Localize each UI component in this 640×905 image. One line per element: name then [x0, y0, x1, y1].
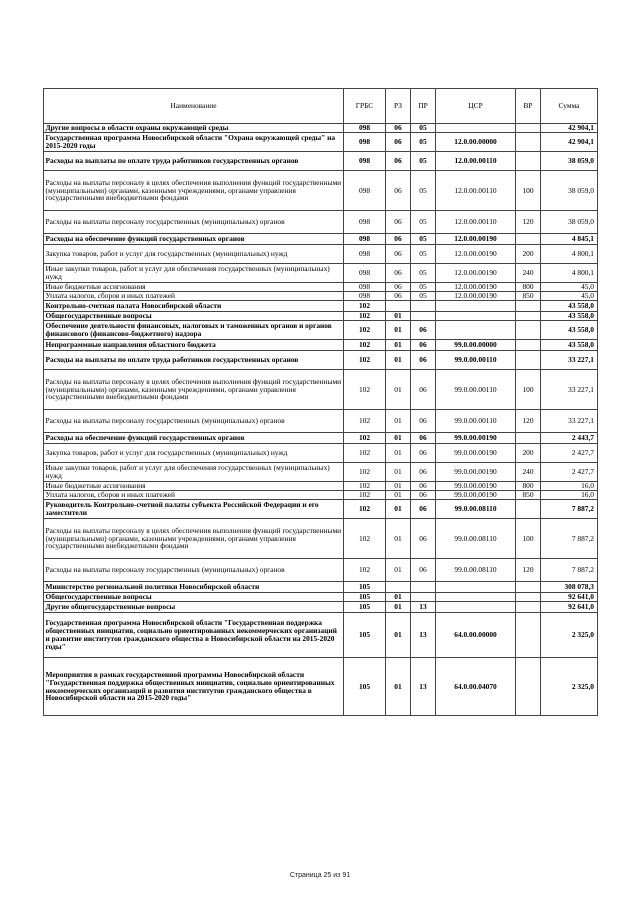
cell-name: Мероприятия в рамках государственной программы Новосибирской области "Государственная поддержка общественных инициатив, социально ориентированных некоммерческих организаций и развития институтов гражданского общества в Новосибирской области на 2015-2020 годы" — [44, 658, 344, 716]
cell-sum: 16,0 — [541, 491, 598, 500]
cell-name: Иные закупки товаров, работ и услуг для обеспечения государственных (муниципальных) нужд — [44, 264, 344, 283]
header-vr: ВР — [516, 89, 541, 124]
cell-pr: 05 — [411, 152, 436, 171]
table-row — [44, 283, 598, 292]
cell-vr: 240 — [516, 463, 541, 482]
table-row — [44, 410, 598, 433]
cell-vr — [516, 593, 541, 602]
cell-vr: 240 — [516, 264, 541, 283]
cell-pr: 05 — [411, 234, 436, 245]
cell-pr: 13 — [411, 613, 436, 658]
cell-csr — [436, 582, 516, 593]
cell-sum: 2 427,7 — [541, 444, 598, 463]
cell-name: Государственная программа Новосибирской области "Охрана окружающей среды" на 2015-2020 годы — [44, 133, 344, 152]
table-row — [44, 602, 598, 613]
cell-grbs: 098 — [344, 283, 386, 292]
table-row — [44, 245, 598, 264]
cell-sum: 43 558,0 — [541, 312, 598, 321]
cell-csr: 12.0.00.00190 — [436, 292, 516, 301]
cell-csr: 12.0.00.00000 — [436, 133, 516, 152]
cell-rz: 01 — [386, 433, 411, 444]
cell-csr: 99.0.00.00110 — [436, 351, 516, 370]
cell-grbs: 098 — [344, 264, 386, 283]
cell-vr — [516, 613, 541, 658]
cell-vr: 100 — [516, 171, 541, 211]
cell-name: Другие общегосударственные вопросы — [44, 602, 344, 613]
cell-pr: 05 — [411, 292, 436, 301]
cell-sum: 38 059,0 — [541, 211, 598, 234]
cell-vr — [516, 301, 541, 312]
cell-pr: 05 — [411, 124, 436, 133]
cell-name: Закупка товаров, работ и услуг для государственных (муниципальных) нужд — [44, 444, 344, 463]
cell-csr — [436, 602, 516, 613]
cell-vr — [516, 234, 541, 245]
cell-csr: 99.0.00.08110 — [436, 559, 516, 582]
cell-name: Расходы на обеспечение функций государственных органов — [44, 234, 344, 245]
cell-name: Общегосударственные вопросы — [44, 312, 344, 321]
cell-name: Иные бюджетные ассигнования — [44, 283, 344, 292]
cell-rz: 06 — [386, 211, 411, 234]
cell-rz: 06 — [386, 283, 411, 292]
table-row — [44, 171, 598, 211]
cell-sum: 4 845,1 — [541, 234, 598, 245]
cell-csr: 99.0.00.08110 — [436, 519, 516, 559]
cell-sum: 2 427,7 — [541, 463, 598, 482]
cell-grbs: 105 — [344, 582, 386, 593]
cell-grbs: 102 — [344, 301, 386, 312]
cell-pr: 06 — [411, 321, 436, 340]
cell-csr: 99.0.00.00190 — [436, 433, 516, 444]
cell-rz: 01 — [386, 444, 411, 463]
cell-sum: 4 800,1 — [541, 264, 598, 283]
cell-grbs: 098 — [344, 133, 386, 152]
cell-vr — [516, 124, 541, 133]
cell-rz: 06 — [386, 234, 411, 245]
cell-name: Контрольно-счетная палата Новосибирской области — [44, 301, 344, 312]
table-row — [44, 482, 598, 491]
cell-rz: 01 — [386, 491, 411, 500]
cell-vr: 200 — [516, 444, 541, 463]
cell-csr: 12.0.00.00190 — [436, 245, 516, 264]
cell-name: Непрограммные направления областного бюджета — [44, 340, 344, 351]
cell-rz: 01 — [386, 613, 411, 658]
cell-rz: 06 — [386, 245, 411, 264]
cell-pr: 06 — [411, 519, 436, 559]
cell-vr — [516, 500, 541, 519]
cell-pr: 05 — [411, 283, 436, 292]
cell-sum: 42 904,1 — [541, 124, 598, 133]
cell-vr — [516, 340, 541, 351]
table-row — [44, 491, 598, 500]
table-row — [44, 211, 598, 234]
cell-csr: 99.0.00.00190 — [436, 491, 516, 500]
cell-csr — [436, 312, 516, 321]
cell-vr: 120 — [516, 410, 541, 433]
cell-sum: 16,0 — [541, 482, 598, 491]
cell-grbs: 098 — [344, 292, 386, 301]
cell-vr — [516, 351, 541, 370]
cell-pr — [411, 312, 436, 321]
cell-pr: 05 — [411, 264, 436, 283]
cell-grbs: 098 — [344, 124, 386, 133]
cell-name: Расходы на выплаты персоналу в целях обеспечения выполнения функций государственными (муниципальными) органами, казенными учреждениями, органами управления государственными внебюджетными фондами — [44, 370, 344, 410]
cell-name: Обеспечение деятельности финансовых, налоговых и таможенных органов и органов финансового (финансово-бюджетного) надзора — [44, 321, 344, 340]
cell-grbs: 102 — [344, 410, 386, 433]
table-row — [44, 264, 598, 283]
cell-rz: 06 — [386, 124, 411, 133]
cell-csr: 99.0.00.00000 — [436, 340, 516, 351]
cell-vr — [516, 321, 541, 340]
cell-grbs: 102 — [344, 444, 386, 463]
cell-grbs: 098 — [344, 245, 386, 264]
table-row — [44, 312, 598, 321]
cell-pr — [411, 301, 436, 312]
cell-sum: 33 227,1 — [541, 370, 598, 410]
cell-grbs: 102 — [344, 433, 386, 444]
cell-grbs: 098 — [344, 211, 386, 234]
cell-csr — [436, 301, 516, 312]
cell-sum: 2 325,0 — [541, 658, 598, 716]
cell-csr: 64.0.00.04070 — [436, 658, 516, 716]
cell-vr — [516, 658, 541, 716]
cell-rz: 01 — [386, 500, 411, 519]
cell-grbs: 098 — [344, 234, 386, 245]
table-body — [44, 124, 598, 716]
cell-csr: 99.0.00.00190 — [436, 482, 516, 491]
cell-csr: 12.0.00.00110 — [436, 211, 516, 234]
cell-pr: 05 — [411, 245, 436, 264]
cell-grbs: 105 — [344, 602, 386, 613]
cell-csr: 12.0.00.00190 — [436, 283, 516, 292]
cell-pr: 06 — [411, 491, 436, 500]
cell-rz: 01 — [386, 410, 411, 433]
cell-csr: 12.0.00.00190 — [436, 234, 516, 245]
cell-grbs: 102 — [344, 559, 386, 582]
cell-vr: 100 — [516, 370, 541, 410]
cell-grbs: 098 — [344, 152, 386, 171]
cell-sum: 38 059,0 — [541, 171, 598, 211]
cell-vr: 100 — [516, 519, 541, 559]
table-row — [44, 321, 598, 340]
cell-csr: 12.0.00.00190 — [436, 264, 516, 283]
cell-name: Расходы на выплаты персоналу государственных (муниципальных) органов — [44, 211, 344, 234]
cell-pr: 06 — [411, 444, 436, 463]
cell-rz — [386, 582, 411, 593]
cell-pr — [411, 593, 436, 602]
cell-pr: 13 — [411, 658, 436, 716]
cell-pr: 06 — [411, 410, 436, 433]
table-row — [44, 292, 598, 301]
cell-name: Уплата налогов, сборов и иных платежей — [44, 292, 344, 301]
cell-name: Руководитель Контрольно-счетной палаты субъекта Российской Федерации и его заместители — [44, 500, 344, 519]
cell-sum: 7 887,2 — [541, 519, 598, 559]
cell-csr: 99.0.00.00110 — [436, 370, 516, 410]
cell-rz: 06 — [386, 133, 411, 152]
cell-name: Другие вопросы в области охраны окружающей среды — [44, 124, 344, 133]
cell-sum: 7 887,2 — [541, 559, 598, 582]
cell-grbs: 102 — [344, 340, 386, 351]
cell-sum: 42 904,1 — [541, 133, 598, 152]
cell-rz: 01 — [386, 593, 411, 602]
table-row — [44, 593, 598, 602]
cell-rz: 06 — [386, 264, 411, 283]
cell-rz: 01 — [386, 463, 411, 482]
budget-table — [43, 88, 598, 716]
header-sum: Сумма — [541, 89, 598, 124]
cell-rz: 06 — [386, 171, 411, 211]
cell-sum: 308 078,3 — [541, 582, 598, 593]
cell-pr: 06 — [411, 433, 436, 444]
cell-sum: 43 558,0 — [541, 321, 598, 340]
cell-csr: 99.0.00.08110 — [436, 500, 516, 519]
cell-csr: 64.0.00.00000 — [436, 613, 516, 658]
cell-rz: 01 — [386, 559, 411, 582]
cell-vr — [516, 133, 541, 152]
table-row — [44, 340, 598, 351]
header-pr: ПР — [411, 89, 436, 124]
cell-rz: 01 — [386, 602, 411, 613]
cell-sum: 2 325,0 — [541, 613, 598, 658]
header-csr: ЦСР — [436, 89, 516, 124]
cell-pr: 06 — [411, 559, 436, 582]
cell-rz: 01 — [386, 340, 411, 351]
cell-pr: 06 — [411, 340, 436, 351]
cell-csr: 99.0.00.00190 — [436, 463, 516, 482]
table-row — [44, 658, 598, 716]
cell-pr: 06 — [411, 351, 436, 370]
cell-name: Расходы на выплаты по оплате труда работников государственных органов — [44, 152, 344, 171]
cell-sum: 38 059,0 — [541, 152, 598, 171]
cell-grbs: 102 — [344, 482, 386, 491]
cell-grbs: 102 — [344, 321, 386, 340]
cell-vr — [516, 152, 541, 171]
table-row — [44, 582, 598, 593]
cell-grbs: 102 — [344, 500, 386, 519]
cell-vr: 800 — [516, 283, 541, 292]
cell-grbs: 102 — [344, 370, 386, 410]
cell-grbs: 105 — [344, 658, 386, 716]
cell-sum: 4 800,1 — [541, 245, 598, 264]
cell-name: Иные бюджетные ассигнования — [44, 482, 344, 491]
cell-grbs: 102 — [344, 351, 386, 370]
cell-name: Министерство региональной политики Новосибирской области — [44, 582, 344, 593]
table-row — [44, 444, 598, 463]
cell-name: Общегосударственные вопросы — [44, 593, 344, 602]
cell-pr: 06 — [411, 500, 436, 519]
cell-vr — [516, 582, 541, 593]
cell-grbs: 102 — [344, 491, 386, 500]
cell-rz: 01 — [386, 312, 411, 321]
table-row — [44, 370, 598, 410]
cell-pr: 13 — [411, 602, 436, 613]
cell-csr: 99.0.00.00110 — [436, 410, 516, 433]
cell-csr: 12.0.00.00110 — [436, 171, 516, 211]
cell-sum: 2 443,7 — [541, 433, 598, 444]
table-row — [44, 351, 598, 370]
cell-name: Иные закупки товаров, работ и услуг для обеспечения государственных (муниципальных) нужд — [44, 463, 344, 482]
cell-rz: 01 — [386, 519, 411, 559]
cell-rz: 06 — [386, 152, 411, 171]
cell-grbs: 102 — [344, 312, 386, 321]
table-row — [44, 152, 598, 171]
cell-rz: 01 — [386, 321, 411, 340]
cell-name: Расходы на выплаты персоналу в целях обеспечения выполнения функций государственными (муниципальными) органами, казенными учреждениями, органами управления государственными внебюджетными фондами — [44, 519, 344, 559]
cell-csr — [436, 124, 516, 133]
cell-rz: 06 — [386, 292, 411, 301]
cell-name: Закупка товаров, работ и услуг для государственных (муниципальных) нужд — [44, 245, 344, 264]
cell-csr — [436, 593, 516, 602]
table-row — [44, 234, 598, 245]
cell-vr: 120 — [516, 211, 541, 234]
cell-vr — [516, 312, 541, 321]
cell-pr: 06 — [411, 463, 436, 482]
table-row — [44, 463, 598, 482]
cell-pr: 05 — [411, 211, 436, 234]
table-row — [44, 433, 598, 444]
table-header-row — [44, 89, 598, 124]
cell-sum: 92 641,0 — [541, 602, 598, 613]
cell-vr: 200 — [516, 245, 541, 264]
cell-rz: 01 — [386, 351, 411, 370]
cell-pr — [411, 582, 436, 593]
cell-pr: 05 — [411, 133, 436, 152]
cell-sum: 7 887,2 — [541, 500, 598, 519]
cell-name: Расходы на выплаты персоналу государственных (муниципальных) органов — [44, 410, 344, 433]
cell-grbs: 102 — [344, 463, 386, 482]
table-row — [44, 124, 598, 133]
cell-name: Расходы на обеспечение функций государственных органов — [44, 433, 344, 444]
cell-pr: 06 — [411, 370, 436, 410]
cell-rz: 01 — [386, 482, 411, 491]
cell-name: Расходы на выплаты персоналу государственных (муниципальных) органов — [44, 559, 344, 582]
cell-vr: 800 — [516, 482, 541, 491]
cell-rz: 01 — [386, 370, 411, 410]
cell-rz — [386, 301, 411, 312]
header-rz: РЗ — [386, 89, 411, 124]
cell-pr: 05 — [411, 171, 436, 211]
table-row — [44, 301, 598, 312]
cell-sum: 43 558,0 — [541, 340, 598, 351]
table-row — [44, 519, 598, 559]
cell-name: Уплата налогов, сборов и иных платежей — [44, 491, 344, 500]
table-row — [44, 559, 598, 582]
cell-grbs: 105 — [344, 593, 386, 602]
table-row — [44, 500, 598, 519]
cell-name: Расходы на выплаты по оплате труда работников государственных органов — [44, 351, 344, 370]
cell-name: Государственная программа Новосибирской области "Государственная поддержка общественных инициатив, социально ориентированных некоммерческих организаций и развитие институтов гражданского общества в Новосибирской области на 2015-2020 годы" — [44, 613, 344, 658]
cell-sum: 33 227,1 — [541, 410, 598, 433]
cell-csr: 99.0.00.00190 — [436, 444, 516, 463]
cell-grbs: 105 — [344, 613, 386, 658]
cell-vr — [516, 602, 541, 613]
page-number: Страница 25 из 91 — [289, 872, 351, 879]
cell-sum: 43 558,0 — [541, 301, 598, 312]
header-grbs: ГРБС — [344, 89, 386, 124]
cell-sum: 92 641,0 — [541, 593, 598, 602]
cell-vr: 850 — [516, 292, 541, 301]
cell-vr — [516, 433, 541, 444]
cell-sum: 45,0 — [541, 283, 598, 292]
cell-sum: 33 227,1 — [541, 351, 598, 370]
cell-pr: 06 — [411, 482, 436, 491]
cell-csr: 12.0.00.00110 — [436, 152, 516, 171]
cell-rz: 01 — [386, 658, 411, 716]
cell-sum: 45,0 — [541, 292, 598, 301]
cell-vr: 850 — [516, 491, 541, 500]
table-row — [44, 613, 598, 658]
cell-name: Расходы на выплаты персоналу в целях обеспечения выполнения функций государственными (муниципальными) органами, казенными учреждениями, органами управления государственными внебюджетными фондами — [44, 171, 344, 211]
header-name: Наименование — [44, 89, 344, 124]
table-row — [44, 133, 598, 152]
cell-vr: 120 — [516, 559, 541, 582]
cell-csr — [436, 321, 516, 340]
cell-grbs: 098 — [344, 171, 386, 211]
cell-grbs: 102 — [344, 519, 386, 559]
